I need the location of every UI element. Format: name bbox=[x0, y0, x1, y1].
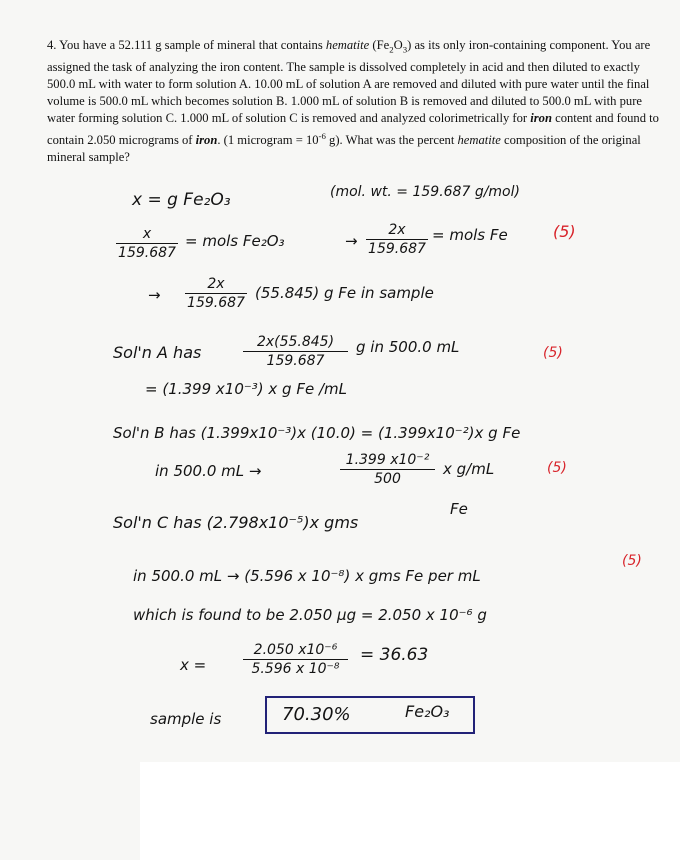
work-soln-c-volume: in 500.0 mL → (5.596 x 10⁻⁸) x gms Fe per mL bbox=[133, 567, 481, 585]
hematite-term: hematite bbox=[325, 38, 370, 52]
problem-text-5: content and found to contain 2.050 micrograms of bbox=[47, 111, 659, 147]
work-soln-a-label: Sol'n A has bbox=[113, 343, 202, 362]
hematite-term-2: hematite bbox=[457, 132, 501, 147]
work-soln-c-fe: Fe bbox=[450, 500, 468, 518]
score-mark-2: (5) bbox=[543, 345, 563, 361]
problem-number: 4. bbox=[47, 38, 57, 52]
work-mols-fe2o3: = mols Fe₂O₃ bbox=[185, 232, 285, 250]
fraction-soln-b bbox=[340, 452, 435, 487]
work-soln-b-volume: in 500.0 mL → bbox=[155, 462, 262, 480]
arrow-2: → bbox=[148, 286, 161, 304]
fraction-numerator: 2x(55.845) bbox=[256, 334, 335, 350]
score-mark-3: (5) bbox=[547, 460, 567, 476]
fraction-denominator: 159.687 bbox=[368, 241, 426, 257]
exponent: -6 bbox=[318, 130, 326, 141]
blank-region bbox=[140, 762, 680, 860]
fraction-numerator: 2.050 x10⁻⁶ bbox=[253, 642, 338, 658]
problem-text-2: (Fe bbox=[369, 38, 390, 52]
iron-term-2: iron bbox=[195, 132, 218, 147]
work-soln-a-volume: g in 500.0 mL bbox=[356, 338, 460, 356]
fraction-numerator: x bbox=[142, 226, 152, 242]
fraction-numerator: 2x bbox=[388, 222, 406, 238]
iron-term-1: iron bbox=[530, 111, 552, 126]
work-x-equals: x = bbox=[180, 656, 207, 674]
problem-statement: 4. You have a 52.111 g sample of mineral that contains hematite $(Fe_2O_3)$ as its only iron-containing component. You are assigned the task of analyzing the iron content. The sample is dissolved completely in acid and then diluted to exactly 500.0 mL with water to form solution A. 10.00 mL of solution A are removed and diluted with pure water until the final volume is 500.0 mL which becomes solution B. 1.000 mL of solution B is removed and diluted to 500.0 mL with pure water forming solution C. 1.000 mL of solution C is removed and analyzed colorimetrically for iron content and found to contain 2.050 micrograms of iron. (1 microgram = $10^{-6}$ g). What was the percent hematite composition of the original mineral sample? bbox=[47, 38, 659, 164]
fraction-final bbox=[243, 642, 348, 677]
work-molecular-weight: (mol. wt. = 159.687 g/mol) bbox=[330, 184, 520, 200]
arrow-1: → bbox=[345, 232, 358, 250]
fraction-denominator: 159.687 bbox=[118, 245, 176, 261]
work-soln-a-concentration: = (1.399 x10⁻³) x g Fe /mL bbox=[145, 380, 347, 398]
problem-text-3: O bbox=[393, 38, 403, 52]
work-sample-is: sample is bbox=[150, 710, 222, 728]
work-x-result: = 36.63 bbox=[360, 645, 429, 665]
score-mark-1: (5) bbox=[553, 222, 576, 241]
fraction-2x-over-mw bbox=[366, 222, 428, 257]
answer-percent: 70.30% bbox=[282, 704, 351, 725]
work-line-definition: x = g Fe₂O₃ bbox=[132, 190, 231, 210]
fraction-denominator: 500 bbox=[374, 471, 401, 487]
fraction-numerator: 1.399 x10⁻² bbox=[345, 452, 430, 468]
problem-text-4: ) as its only iron-containing component. You are assigned the task of analyzing the iron content. The sample is dissolved completely in acid and then diluted to exactly 500.0 mL with water to form solution A. 10.00 mL of solution A are removed and diluted with pure water until the final volume is 500.0 mL which becomes solution B. 1.000 mL of solution B is removed and diluted to 500.0 mL with pure water forming solution C. 1.000 mL of solution C is removed and analyzed colorimetrically for bbox=[47, 38, 651, 126]
work-found-amount: which is found to be 2.050 μg = 2.050 x 10⁻⁶ g bbox=[133, 606, 487, 624]
work-mols-fe: = mols Fe bbox=[432, 226, 508, 244]
problem-text-8: composition of the original mineral sample? bbox=[47, 132, 641, 164]
work-grams-fe-in-sample: (55.845) g Fe in sample bbox=[255, 284, 434, 302]
answer-formula: Fe₂O₃ bbox=[405, 702, 450, 721]
fraction-2x-over-mw-b bbox=[185, 276, 247, 311]
fraction-denominator: 159.687 bbox=[266, 353, 325, 369]
fraction-denominator: 159.687 bbox=[187, 295, 245, 311]
fraction-denominator: 5.596 x 10⁻⁸ bbox=[251, 661, 340, 677]
fraction-x-over-mw bbox=[116, 226, 178, 261]
work-soln-c: Sol'n C has (2.798x10⁻⁵)x gms bbox=[113, 513, 359, 532]
problem-text-1: You have a 52.111 g sample of mineral that contains bbox=[59, 38, 326, 52]
problem-text-7: g). What was the percent bbox=[325, 132, 458, 147]
score-mark-4: (5) bbox=[622, 553, 642, 569]
fraction-numerator: 2x bbox=[207, 276, 225, 292]
work-soln-b-units: x g/mL bbox=[443, 460, 495, 478]
work-soln-b: Sol'n B has (1.399x10⁻³)x (10.0) = (1.399x10⁻²)x g Fe bbox=[113, 424, 521, 442]
fraction-soln-a bbox=[243, 334, 348, 369]
problem-text-6: . (1 microgram = 10 bbox=[217, 132, 319, 147]
